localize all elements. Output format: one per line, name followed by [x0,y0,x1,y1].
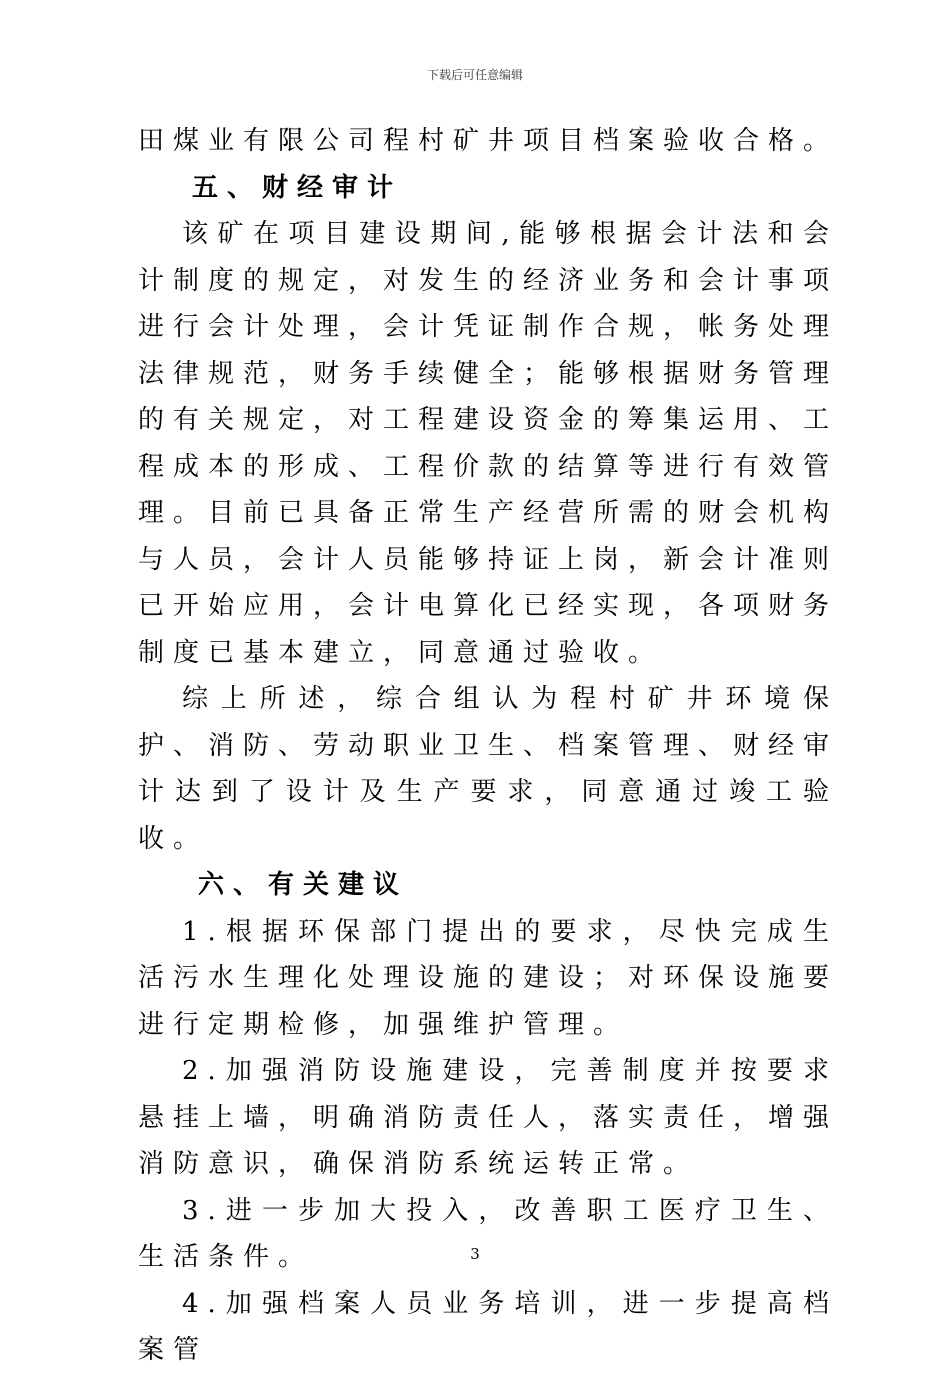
paragraph-summary: 综上所述，综合组认为程村矿井环境保护、消防、劳动职业卫生、档案管理、财经审计达到了设计及生产要求，同意通过竣工验收。 [138,684,839,854]
suggestion-3: 3.进一步加大投入，改善职工医疗卫生、生活条件。 [138,1195,838,1272]
paragraph-archive-conclusion: 田煤业有限公司程村矿井项目档案验收合格。 [138,126,839,156]
page-header: 下载后可任意编辑 [426,68,523,82]
heading-suggestions: 六、有关建议 [198,870,409,900]
document-body [138,118,838,1374]
suggestion-1: 1.根据环保部门提出的要求，尽快完成生活污水生理化处理设施的建设；对环保设施要进行定期检修，加强维护管理。 [138,916,839,1040]
page-number: 3 [470,1245,480,1263]
heading-financial-audit: 五、财经审计 [192,172,403,203]
suggestion-4: 4.加强档案人员业务培训，进一步提高档案管 [138,1288,838,1365]
paragraph-financial-audit: 该矿在项目建设期间,能够根据会计法和会计制度的规定，对发生的经济业务和会计事项进行会计处理，会计凭证制作合规，帐务处理法律规范，财务手续健全；能够根据财务管理的有关规定，对工程建设资金的筹集运用、工程成本的形成、工程价款的结算等进行有效管理。目前已具备正常生产经营所需的财会机构与人员，会计人员能够持证上岗，新会计准则已开始应用，会计电算化已经实现，各项财务制度已基本建立，同意通过验收。 [138,219,839,668]
suggestion-2: 2.加强消防设施建设，完善制度并按要求悬挂上墙，明确消防责任人，落实责任，增强消防意识，确保消防系统运转正常。 [138,1056,839,1179]
